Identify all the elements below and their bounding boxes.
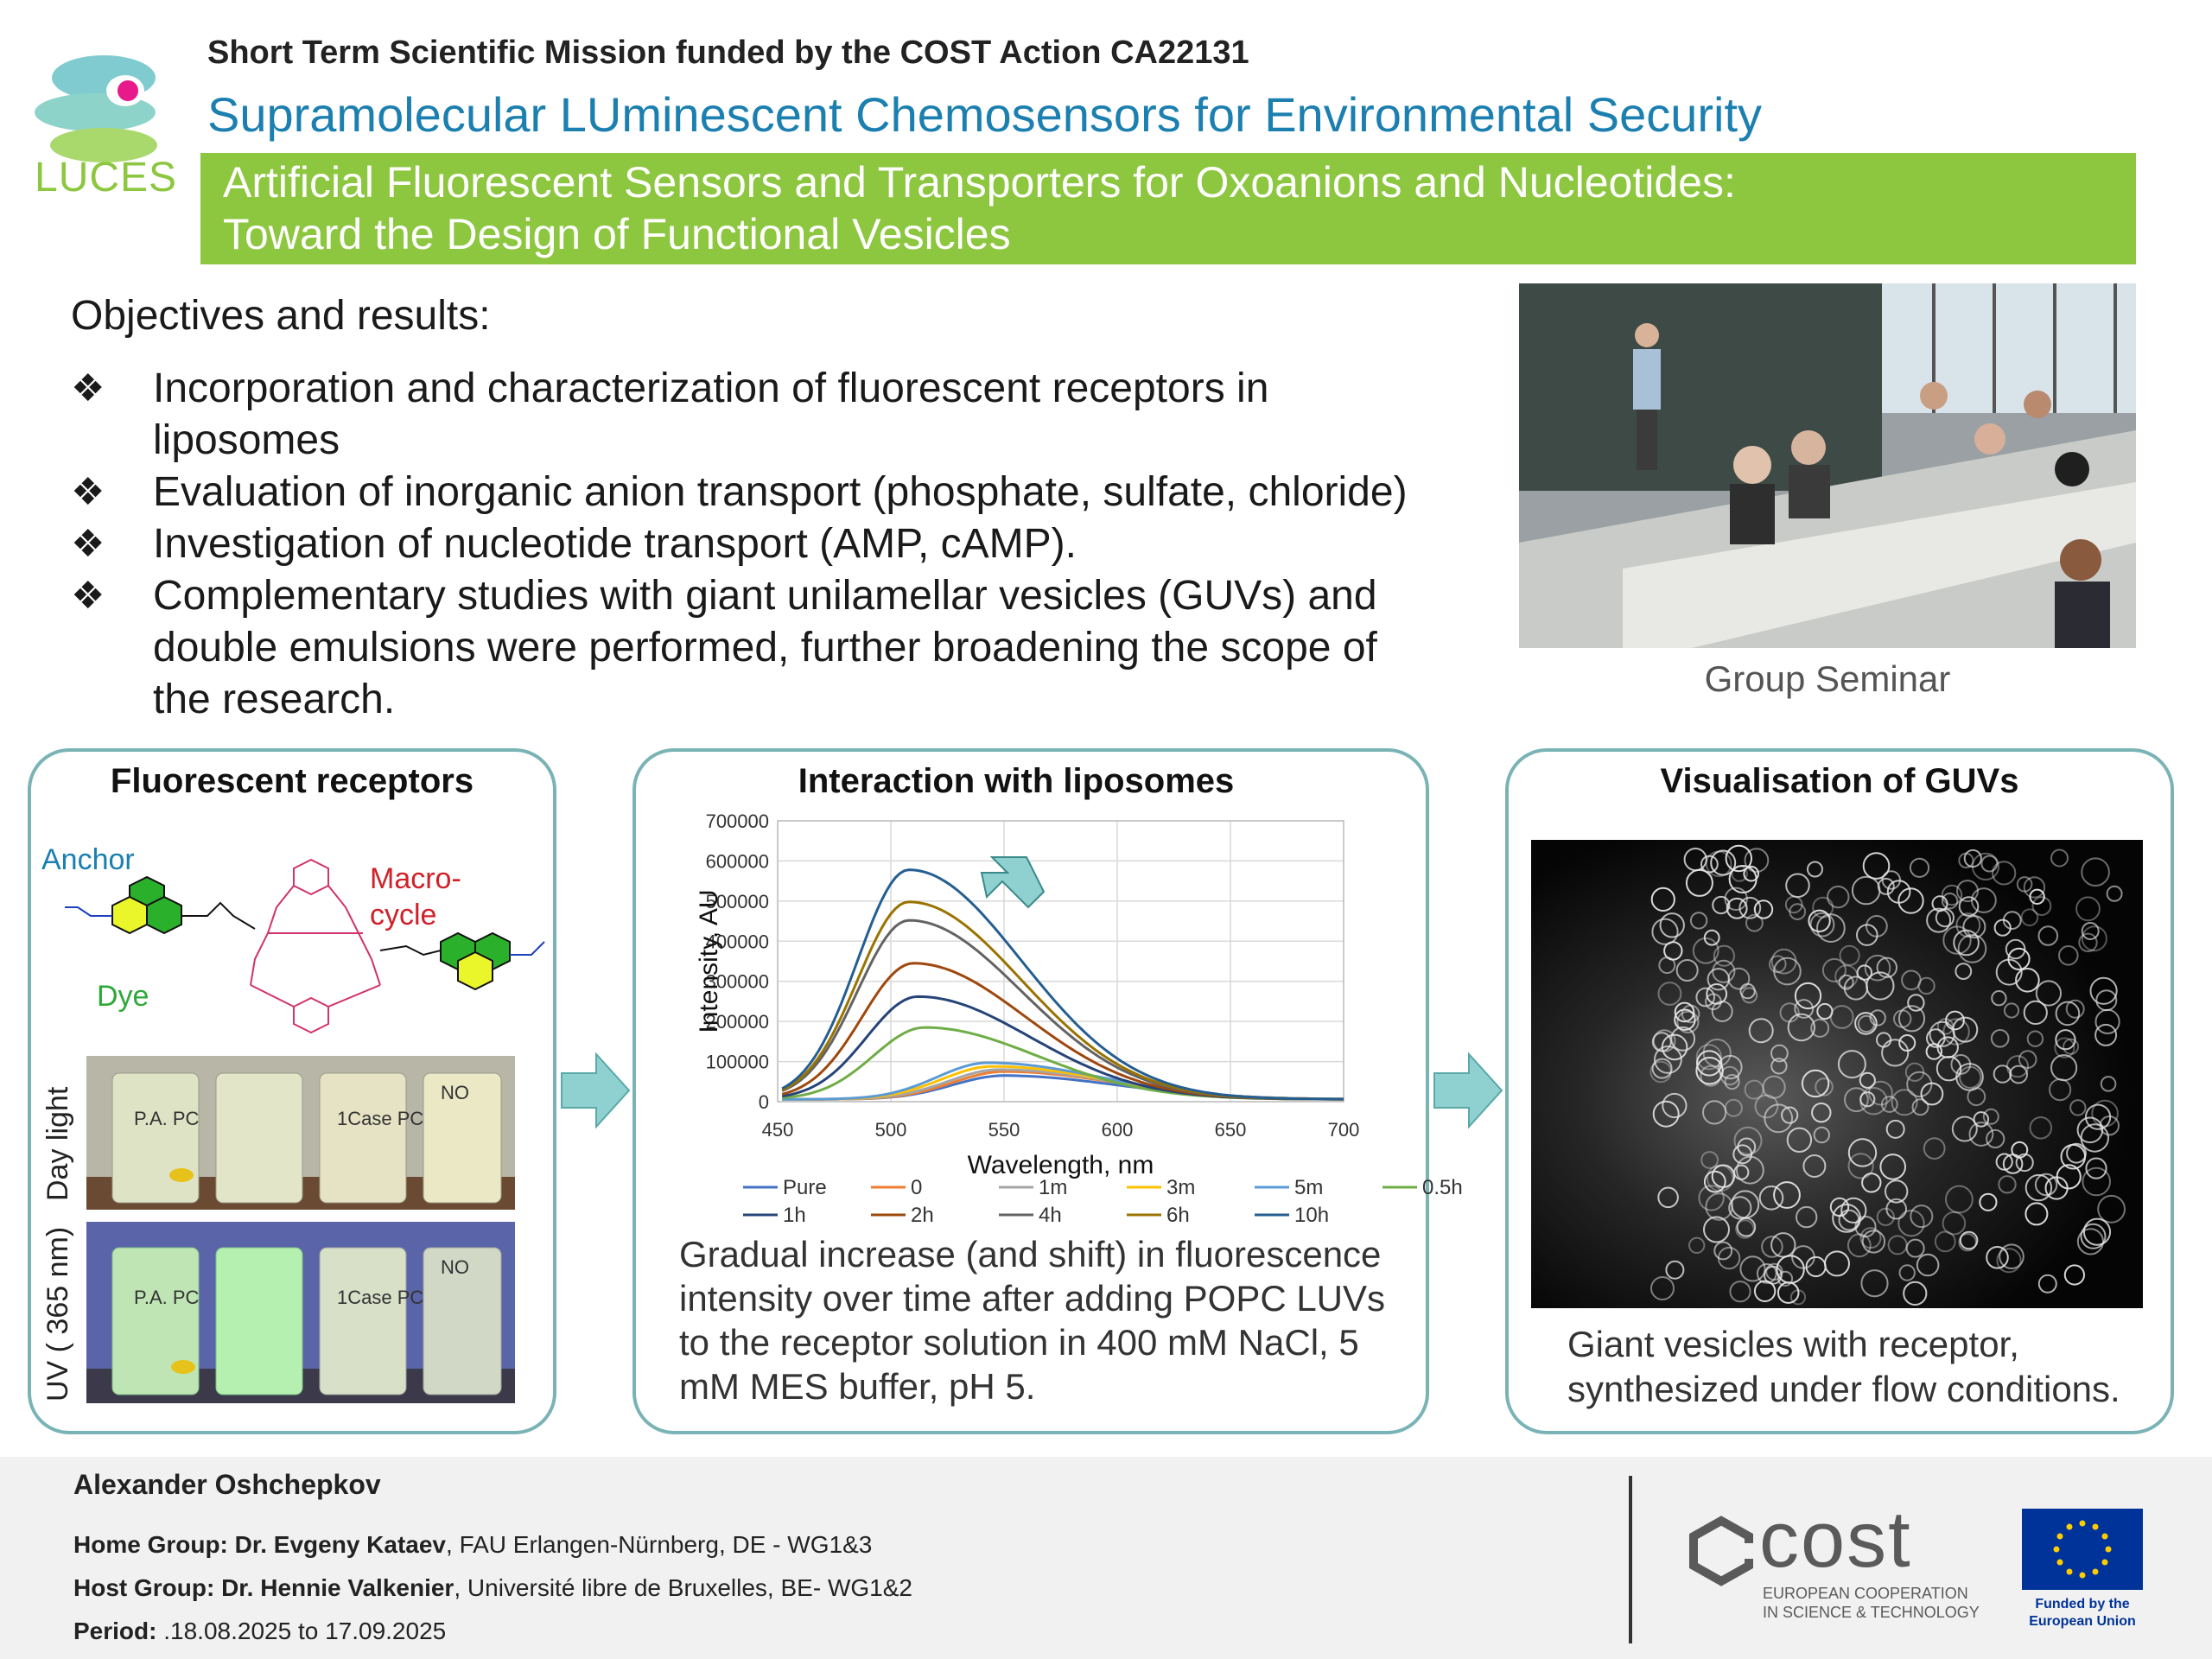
eu-star-icon	[2093, 1569, 2099, 1575]
home-group-label: Home Group: Dr. Evgeny Kataev	[73, 1531, 447, 1558]
objective-text: double emulsions were performed, further broadening the scope of	[153, 625, 1377, 671]
y-tick-label: 400000	[705, 931, 769, 953]
legend-label: 5m	[1294, 1176, 1324, 1199]
cost-logo-icon	[1688, 1517, 1754, 1585]
author-name: Alexander Oshchepkov	[73, 1469, 381, 1500]
caption-line: intensity over time after adding POPC LUVs	[679, 1278, 1386, 1319]
chart-grid	[778, 821, 1344, 1102]
eu-star-icon	[2080, 1521, 2086, 1527]
vial-label: P.A. PC	[134, 1108, 200, 1129]
luces-logo-text: LUCES	[35, 155, 178, 200]
eu-star-icon	[2054, 1547, 2060, 1553]
eu-funded-line1: Funded by the	[2035, 1597, 2130, 1611]
vial-label: 1Case PC	[337, 1287, 424, 1308]
label-uv: UV ( 365 nm)	[41, 1226, 74, 1402]
chart-series-group	[782, 870, 1344, 1100]
x-tick-label: 450	[761, 1119, 794, 1141]
eu-star-icon	[2067, 1569, 2073, 1575]
fluorescence-chart	[657, 804, 1463, 1236]
legend-label: 1h	[783, 1204, 806, 1227]
objective-item	[153, 518, 1501, 570]
host-group	[73, 1574, 912, 1602]
panel-title: Fluorescent receptors	[110, 762, 474, 800]
y-axis-title: Intensity, AU	[695, 889, 723, 1033]
panel-title: Visualisation of GUVs	[1660, 762, 2019, 800]
legend-label: 3m	[1166, 1176, 1196, 1199]
y-tick-label: 700000	[705, 810, 769, 832]
trend-arrow-icon	[982, 857, 1044, 907]
cost-subtitle-2: IN SCIENCE & TECHNOLOGY	[1763, 1604, 1980, 1621]
x-axis-title: Wavelength, nm	[967, 1151, 1154, 1179]
objective-text: Investigation of nucleotide transport (AMP, cAMP).	[153, 521, 1077, 567]
legend-label: 2h	[911, 1204, 934, 1227]
eu-star-icon	[2102, 1560, 2108, 1566]
x-tick-label: 650	[1214, 1119, 1247, 1141]
poster-title-line1: Artificial Fluorescent Sensors and Transporters for Oxoanions and Nucleotides:	[223, 158, 1736, 207]
bullet-icon: ❖	[71, 523, 105, 565]
uv-vials-photo	[86, 1222, 515, 1403]
panel-title: Interaction with liposomes	[798, 762, 1235, 800]
period-label: Period:	[73, 1618, 157, 1644]
vial-label: P.A. PC	[134, 1287, 200, 1308]
label-anchor: Anchor	[41, 843, 135, 876]
arrow-right-icon	[562, 1054, 629, 1127]
group-seminar-photo	[1519, 283, 2136, 648]
objective-text: Incorporation and characterization of fluorescent receptors in	[153, 365, 1269, 411]
series-line-0	[782, 1071, 1344, 1099]
objective-text: liposomes	[153, 417, 340, 463]
vial-label: NO	[441, 1082, 469, 1103]
vial-label: NO	[441, 1256, 469, 1278]
x-tick-label: 550	[988, 1119, 1020, 1141]
objective-text: the research.	[153, 677, 396, 722]
x-tick-label: 600	[1101, 1119, 1134, 1141]
period	[73, 1618, 446, 1645]
objective-text: Evaluation of inorganic anion transport (phosphate, sulfate, chloride)	[153, 469, 1408, 515]
label-macrocycle-2: cycle	[370, 899, 437, 931]
x-tick-label: 500	[874, 1119, 907, 1141]
guv-microscopy-image	[1531, 840, 2143, 1308]
eu-star-icon	[2093, 1524, 2099, 1530]
objective-text: Complementary studies with giant unilamellar vesicles (GUVs) and	[153, 573, 1377, 619]
bullet-icon: ❖	[71, 471, 105, 513]
y-tick-label: 0	[758, 1091, 769, 1113]
poster-title-line2: Toward the Design of Functional Vesicles	[223, 210, 1011, 258]
period-detail: .18.08.2025 to 17.09.2025	[156, 1618, 447, 1644]
x-tick-label: 700	[1327, 1119, 1360, 1141]
daylight-vials-photo	[86, 1056, 515, 1210]
series-line-1m	[782, 1070, 1344, 1099]
project-title: Supramolecular LUminescent Chemosensors for Environmental Security	[207, 87, 1762, 142]
guv-caption-line1: Giant vesicles with receptor,	[1567, 1324, 2019, 1364]
chart-legend	[743, 1176, 1463, 1227]
eu-star-icon	[2080, 1573, 2086, 1579]
label-dye: Dye	[97, 980, 149, 1013]
label-daylight	[41, 1156, 75, 1201]
legend-label: 10h	[1294, 1204, 1330, 1227]
arrow-right-icon	[1434, 1054, 1502, 1127]
legend-label: 6h	[1166, 1204, 1190, 1227]
caption-line: mM MES buffer, pH 5.	[679, 1366, 1036, 1407]
home-group-detail: , FAU Erlangen-Nürnberg, DE - WG1&3	[446, 1531, 873, 1558]
eu-star-icon	[2067, 1524, 2073, 1530]
mission-line: Short Term Scientific Mission funded by the COST Action CA22131	[207, 35, 1249, 71]
objectives-title: Objectives and results:	[71, 293, 491, 339]
host-group-detail: , Université libre de Bruxelles, BE- WG1&2	[454, 1574, 912, 1601]
vial-label: 1Case PC	[337, 1108, 424, 1129]
eu-flag-icon	[2022, 1509, 2143, 1590]
eu-star-icon	[2057, 1534, 2063, 1540]
trend-arrow-shape	[982, 857, 1044, 907]
plot-frame	[778, 821, 1344, 1102]
legend-label: 4h	[1039, 1204, 1062, 1227]
photo-caption: Group Seminar	[1704, 658, 1951, 699]
liposome-caption	[679, 1232, 1422, 1408]
y-tick-label: 600000	[705, 850, 769, 873]
legend-label: 0	[911, 1176, 923, 1199]
footer-divider	[1629, 1476, 1632, 1643]
objective-item	[153, 467, 1501, 518]
bullet-icon: ❖	[71, 367, 105, 410]
host-group-label: Host Group: Dr. Hennie Valkenier	[73, 1574, 454, 1601]
eu-star-icon	[2102, 1534, 2108, 1540]
legend-label: 1m	[1039, 1176, 1068, 1199]
eu-star-icon	[2057, 1560, 2063, 1566]
home-group	[73, 1531, 872, 1559]
legend-label: 0.5h	[1422, 1176, 1463, 1199]
guv-caption-line2: synthesized under flow conditions.	[1567, 1369, 2120, 1409]
y-tick-label: 500000	[705, 890, 769, 912]
y-tick-label: 200000	[705, 1011, 769, 1033]
series-line-5m	[782, 1063, 1344, 1099]
label-macrocycle-1: Macro-	[370, 862, 461, 895]
series-line-Pure	[782, 1076, 1344, 1099]
caption-line: to the receptor solution in 400 mM NaCl, 5	[679, 1322, 1359, 1363]
y-tick-label: 300000	[705, 970, 769, 993]
cost-subtitle-1: EUROPEAN COOPERATION	[1763, 1585, 1968, 1602]
y-tick-label: 100000	[705, 1051, 769, 1073]
objective-item	[153, 363, 1501, 467]
caption-line: Gradual increase (and shift) in fluorescence	[679, 1234, 1382, 1274]
bullet-icon: ❖	[71, 575, 105, 617]
eu-star-icon	[2106, 1547, 2112, 1553]
cost-wordmark: cost	[1759, 1496, 1912, 1584]
eu-funded-line2: European Union	[2029, 1614, 2136, 1629]
objective-item	[153, 570, 1501, 726]
legend-label: Pure	[783, 1176, 827, 1199]
